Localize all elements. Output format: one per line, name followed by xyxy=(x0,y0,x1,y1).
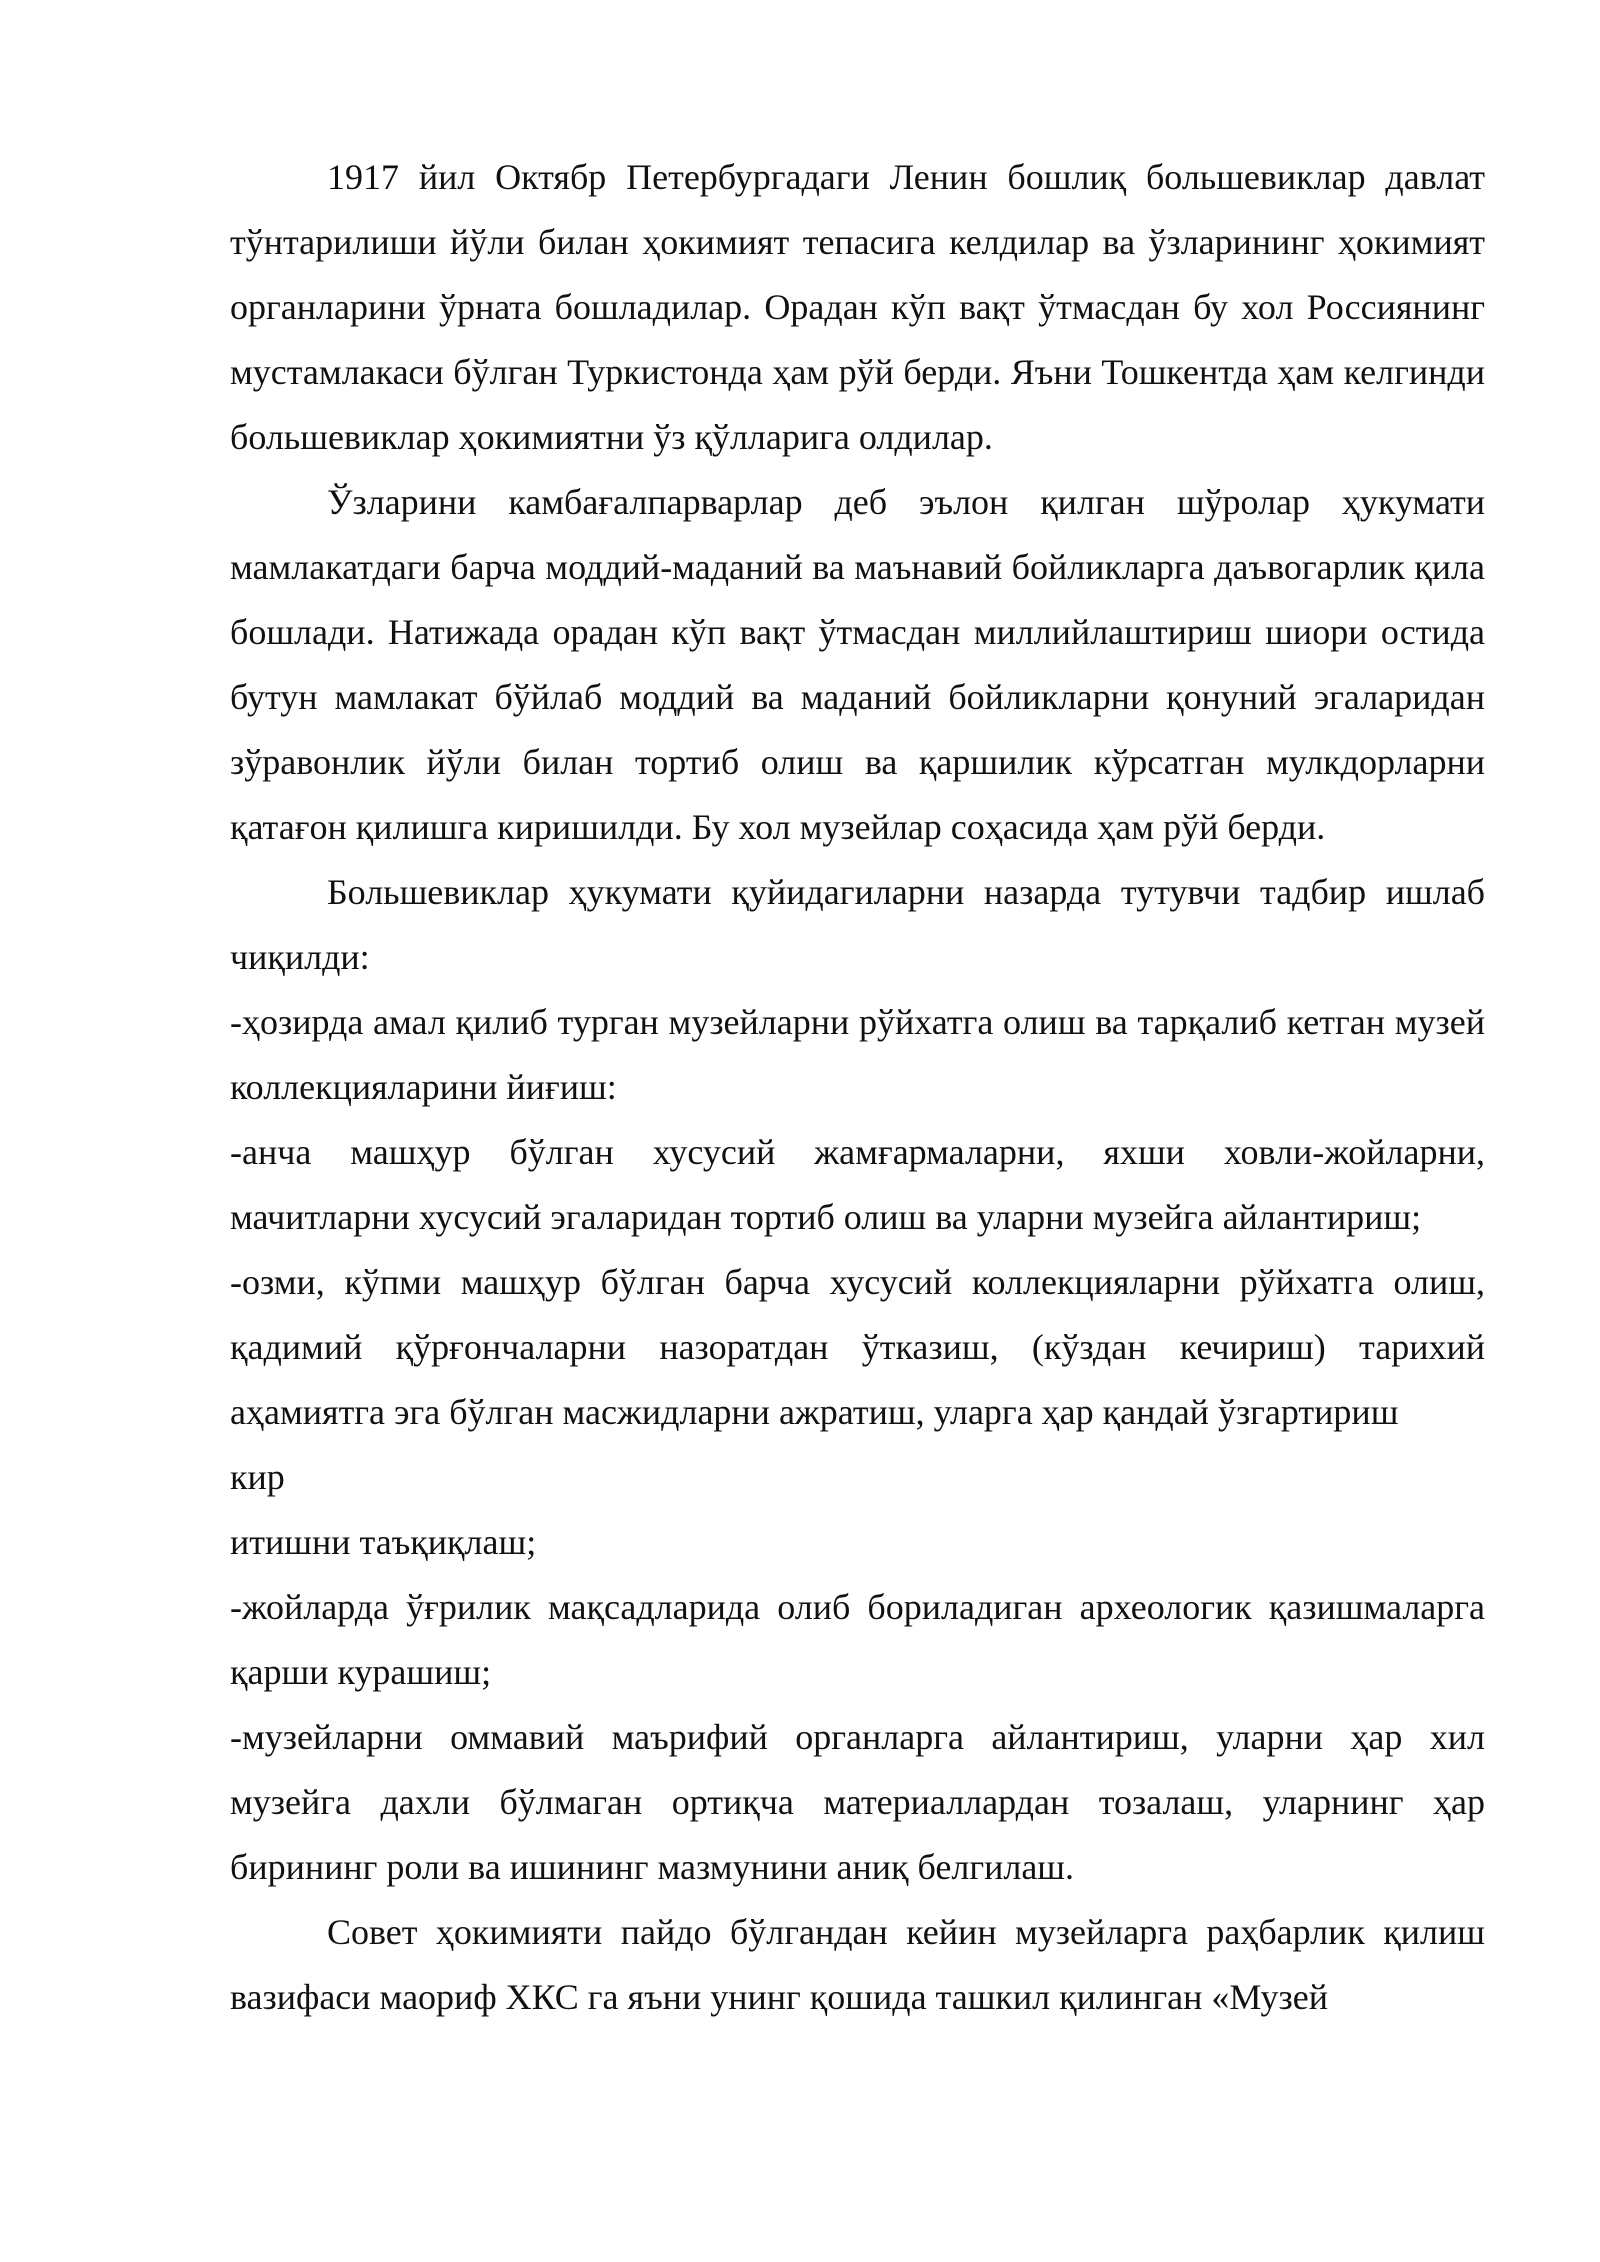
paragraph-3: Большевиклар ҳукумати қуйидагиларни назарда тутувчи тадбир ишлаб чиқилди: xyxy=(230,872,1485,977)
list-item-3-fragment: кир xyxy=(230,1457,285,1497)
list-item-3-continuation: итишни таъқиқлаш; xyxy=(230,1522,537,1562)
document-body xyxy=(230,145,1485,2030)
list-item-2: -анча машҳур бўлган хусусий жамғармаларни, яхши ховли-жойларни, мачитларни хусусий эгаларидан тортиб олиш ва уларни музейга айлантириш; xyxy=(230,1132,1485,1237)
paragraph-4: Совет ҳокимияти пайдо бўлгандан кейин музейларга раҳбарлик қилиш вазифаси маориф ХКС га яъни унинг қошида ташкил қилинган «Музей xyxy=(230,1912,1485,2017)
paragraph-2: Ўзларини камбағалпарварлар деб эълон қилган шўролар ҳукумати мамлакатдаги барча моддий-маданий ва маънавий бойликларга даъвогарлик қила бошлади. Натижада орадан кўп вақт ўтмасдан миллийлаштириш шиори остида бутун мамлакат бўйлаб моддий ва маданий бойликларни қонуний эгаларидан зўравонлик йўли билан тортиб олиш ва қаршилик кўрсатган мулкдорларни қатағон қилишга киришилди. Бу хол музейлар соҳасида ҳам рўй берди. xyxy=(230,482,1485,847)
list-item-5: -музейларни оммавий маърифий органларга айлантириш, уларни ҳар хил музейга дахли бўлмаган ортиқча материаллардан тозалаш, уларнинг ҳар бирининг роли ва ишининг мазмунини аниқ белгилаш. xyxy=(230,1717,1485,1887)
list-item-4: -жойларда ўғрилик мақсадларида олиб бориладиган археологик қазишмаларга қарши курашиш; xyxy=(230,1587,1485,1692)
list-item-1: -ҳозирда амал қилиб турган музейларни рўйхатга олиш ва тарқалиб кетган музей коллекцияларини йиғиш: xyxy=(230,1002,1485,1107)
list-item-3: -озми, кўпми машҳур бўлган барча хусусий коллекцияларни рўйхатга олиш, қадимий қўрғончаларни назоратдан ўтказиш, (кўздан кечириш) тарихий аҳамиятга эга бўлган масжидларни ажратиш, уларга ҳар қандай ўзгартириш xyxy=(230,1262,1485,1432)
paragraph-1: 1917 йил Октябр Петербургадаги Ленин бошлиқ большевиклар давлат тўнтарилиши йўли билан ҳокимият тепасига келдилар ва ўзларининг ҳокимият органларини ўрната бошладилар. Орадан кўп вақт ўтмасдан бу хол Россиянинг мустамлакаси бўлган Туркистонда ҳам рўй берди. Яъни Тошкентда ҳам келгинди большевиклар ҳокимиятни ўз қўлларига олдилар. xyxy=(230,157,1485,457)
